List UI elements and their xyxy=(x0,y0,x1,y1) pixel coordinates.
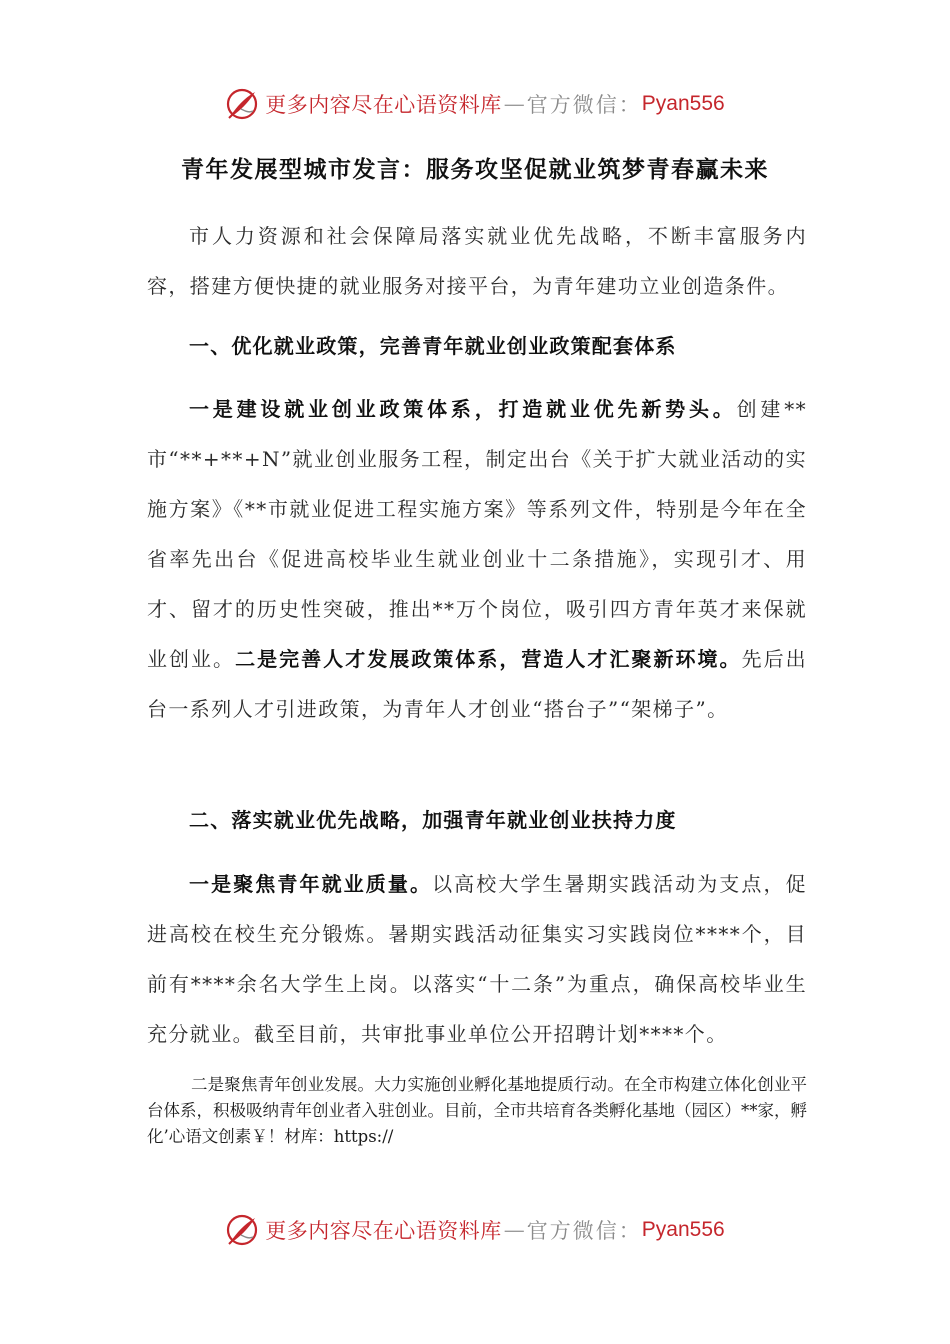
section2-paragraph-2: 二是聚焦青年创业发展。大力实施创业孵化基地提质行动。在全市构建立体化创业平台体系，积极吸纳青年创业者入驻创业。目前，全市共培育各类孵化基地（园区）**家，孵化’心语文创素￥！材库：https:// xyxy=(147,1075,807,1146)
banner-separator: — xyxy=(503,1218,525,1242)
quill-pen-logo-icon xyxy=(225,87,259,121)
banner-wechat-id: Pyan556 xyxy=(641,92,725,115)
document-title: 青年发展型城市发言：服务攻坚促就业筑梦青春赢未来 xyxy=(181,156,769,183)
section1-lead2: 二是完善人才发展政策体系，营造人才汇聚新环境。 xyxy=(235,647,742,671)
section2-heading: 二、落实就业优先战略，加强青年就业创业扶持力度 xyxy=(189,808,677,832)
section1-text2: 先后出台一系列人才引进政策，为青年人才创业“搭台子”“架梯子”。 xyxy=(147,647,808,721)
quill-pen-logo-icon xyxy=(225,1213,259,1247)
header-watermark-banner xyxy=(0,84,950,124)
banner-subtext: 官方微信： xyxy=(526,1219,642,1243)
section1-lead1: 一是建设就业创业政策体系，打造就业优先新势头。 xyxy=(189,397,737,421)
section1-text1: 创建**市“**+**+N”就业创业服务工程，制定出台《关于扩大就业活动的实施方案》《**市就业促进工程实施方案》等系列文件，特别是今年在全省率先出台《促进高校毕业生就业创业十二条措施》，实现引才、用才、留才的历史性突破，推出**万个岗位，吸引四方青年英才来保就业创业。 xyxy=(147,397,807,671)
footer-watermark-banner xyxy=(0,1210,950,1250)
section1-paragraph xyxy=(147,384,807,734)
banner-wechat-id: Pyan556 xyxy=(641,1218,725,1241)
section2-text1: 以高校大学生暑期实践活动为支点，促进高校在校生充分锻炼。暑期实践活动征集实习实践岗位****个，目前有****余名大学生上岗。以落实“十二条”为重点，确保高校毕业生充分就业。截至目前，共审批事业单位公开招聘计划****个。 xyxy=(147,872,807,1046)
section2-lead1: 一是聚焦青年就业质量。 xyxy=(189,872,433,896)
section1-heading: 一、优化就业政策，完善青年就业创业政策配套体系 xyxy=(189,334,677,358)
banner-text: 更多内容尽在心语资料库 xyxy=(265,1219,502,1243)
section2-paragraph xyxy=(147,859,807,1059)
banner-separator: — xyxy=(503,92,525,116)
banner-subtext: 官方微信： xyxy=(526,93,642,117)
intro-paragraph: 市人力资源和社会保障局落实就业优先战略，不断丰富服务内容，搭建方便快捷的就业服务对接平台，为青年建功立业创造条件。 xyxy=(147,224,807,298)
banner-text: 更多内容尽在心语资料库 xyxy=(265,93,502,117)
